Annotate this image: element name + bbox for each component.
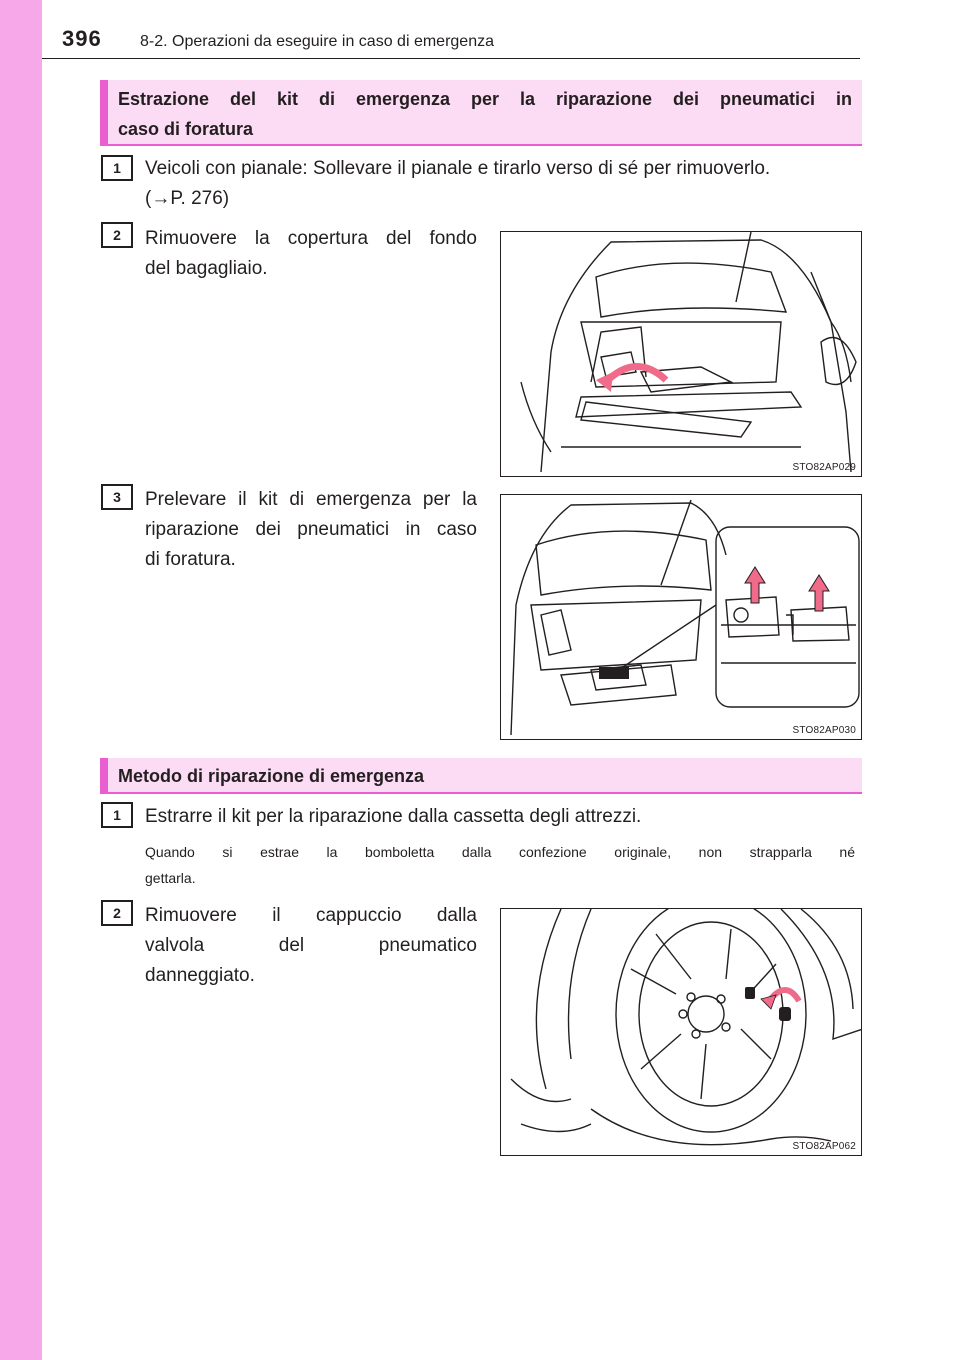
figure-valve-cap xyxy=(500,908,862,1156)
step-number: 2 xyxy=(101,900,133,926)
section-title-box xyxy=(100,80,862,146)
step-number: 2 xyxy=(101,222,133,248)
lift-up-arrow-icon xyxy=(745,567,829,611)
section-title: Metodo di riparazione di emergenza xyxy=(118,766,425,786)
step-text-line: (→P. 276) xyxy=(145,188,230,209)
step-text-line: di foratura. xyxy=(145,549,236,570)
header-rule xyxy=(42,58,860,59)
lift-arrow-icon xyxy=(606,366,666,382)
side-tab xyxy=(0,0,42,1360)
figure-code: STO82AP062 xyxy=(792,1141,856,1152)
step-text-line: del bagagliaio. xyxy=(145,258,268,279)
step-text-line: Veicoli con pianale: Sollevare il pianale e tirarlo verso di sé per rimuoverlo. xyxy=(145,158,771,179)
note-text xyxy=(145,839,855,891)
step-text xyxy=(145,224,477,284)
chapter-title: 8-2. Operazioni da eseguire in caso di emergenza xyxy=(140,33,494,50)
step-number: 3 xyxy=(101,484,133,510)
step-text-line: danneggiato. xyxy=(145,965,255,986)
step-number: 1 xyxy=(101,155,133,181)
step-text xyxy=(145,485,477,575)
figure-code: STO82AP029 xyxy=(792,462,856,473)
figure-repair-kit xyxy=(500,494,862,740)
note-text-line: Quando si estrae la bomboletta dalla confezione originale, non strapparla né xyxy=(145,844,855,860)
step-text xyxy=(145,901,477,991)
figure-code: STO82AP030 xyxy=(792,725,856,736)
figure-trunk-cover xyxy=(500,231,862,477)
page-number: 396 xyxy=(62,26,102,51)
step-text-line: valvola del pneumatico xyxy=(145,935,477,956)
repair-kit-illustration xyxy=(501,495,862,740)
step-text xyxy=(145,154,857,214)
trunk-cover-illustration xyxy=(501,232,862,477)
step-text-line: Prelevare il kit di emergenza per la xyxy=(145,489,477,510)
wheel-valve-illustration xyxy=(501,909,862,1156)
step-text xyxy=(145,802,857,832)
step-text-line: Rimuovere la copertura del fondo xyxy=(145,228,477,249)
section-title-box xyxy=(100,758,862,794)
section-title-line: Estrazione del kit di emergenza per la riparazione dei pneumatici in xyxy=(118,89,852,109)
step-text-line: Rimuovere il cappuccio dalla xyxy=(145,905,477,926)
note-text-line: gettarla. xyxy=(145,870,196,886)
section-title-line: caso di foratura xyxy=(118,119,254,139)
step-number: 1 xyxy=(101,802,133,828)
step-text-line: riparazione dei pneumatici in caso xyxy=(145,519,477,540)
step-text-line: Estrarre il kit per la riparazione dalla cassetta degli attrezzi. xyxy=(145,806,642,827)
